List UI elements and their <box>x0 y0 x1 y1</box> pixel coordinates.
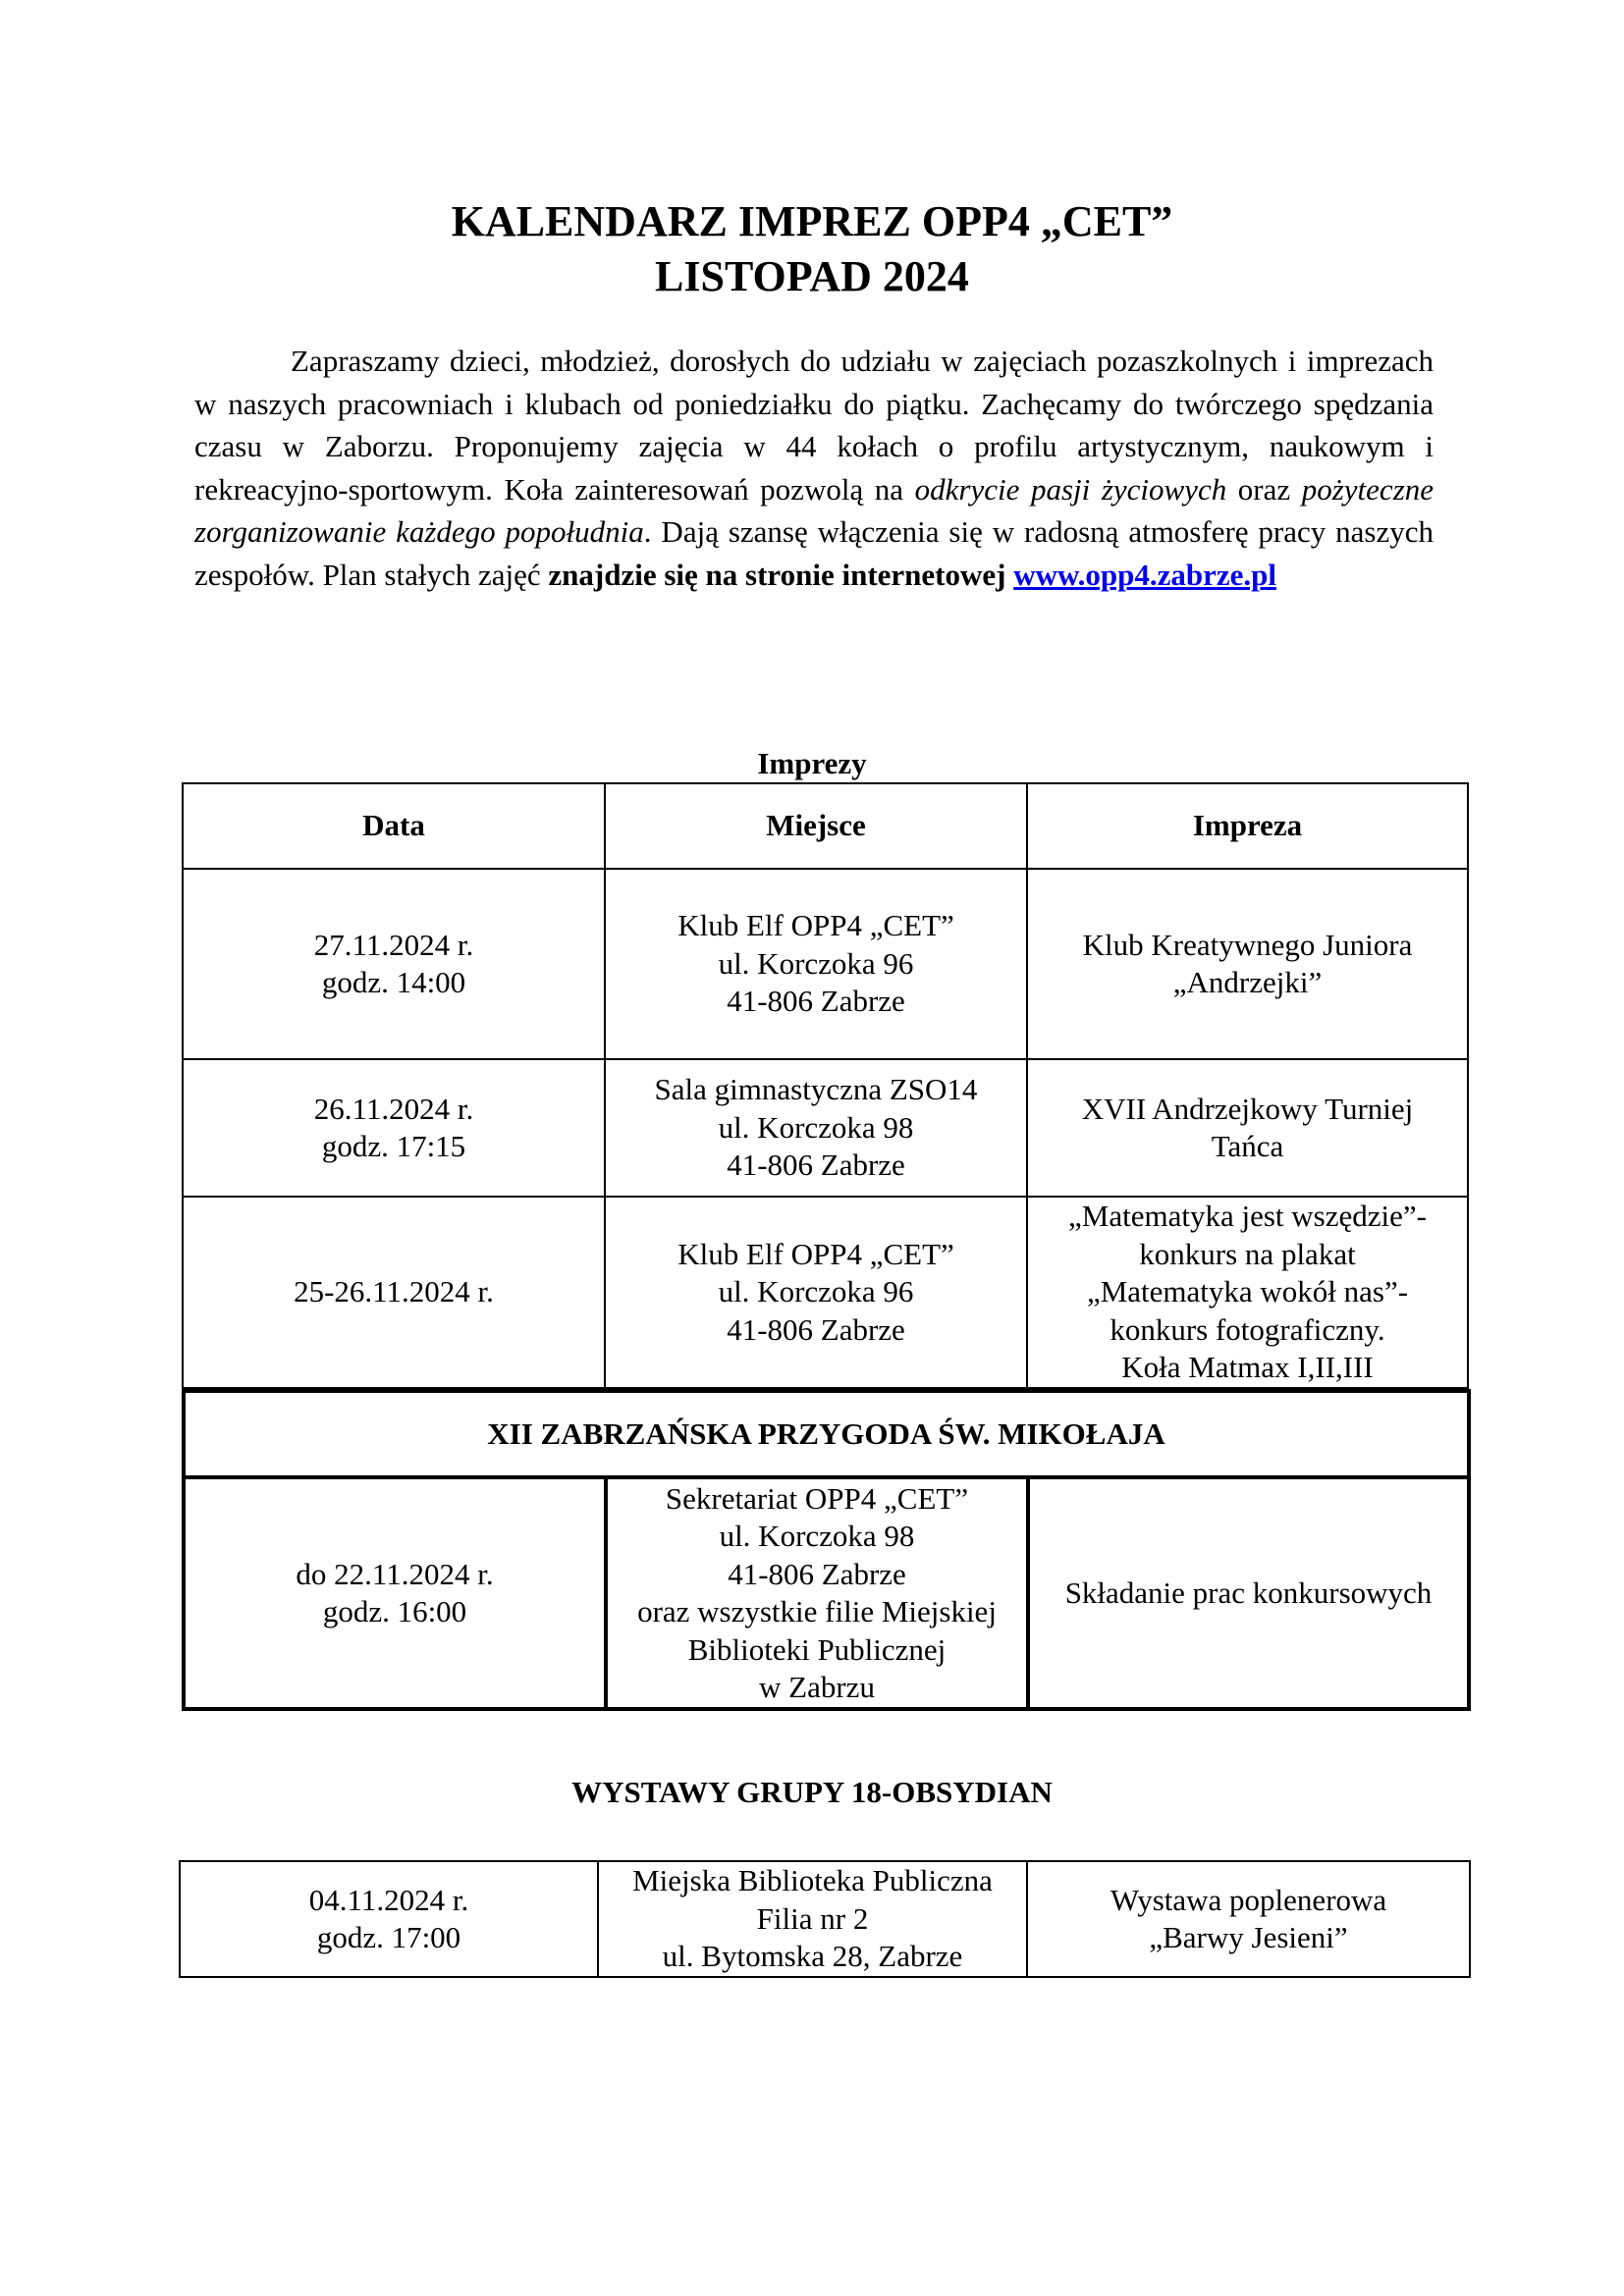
place-line: Sekretariat OPP4 „CET” <box>665 1480 969 1516</box>
event-name-cell <box>1027 1861 1470 1977</box>
event-line: konkurs fotograficzny. <box>1110 1311 1385 1347</box>
mikolaj-banner-row <box>184 1391 1469 1477</box>
place-line: oraz wszystkie filie Miejskiej <box>637 1594 997 1629</box>
title-line-1: KALENDARZ IMPREZ OPP4 „CET” <box>451 197 1173 245</box>
event-line: Tańca <box>1211 1129 1284 1163</box>
event-place-cell <box>598 1861 1027 1977</box>
place-line: ul. Korczoka 98 <box>719 1519 915 1553</box>
event-line: „Matematyka wokół nas”- <box>1086 1274 1409 1308</box>
intro-paragraph <box>194 340 1434 596</box>
event-name-cell <box>1027 869 1468 1059</box>
intro-text-2: oraz <box>1226 471 1302 507</box>
event-line: Wystawa poplenerowa <box>1110 1882 1387 1917</box>
event-name-cell <box>1028 1477 1469 1709</box>
event-date: 25-26.11.2024 r. <box>294 1274 494 1308</box>
place-line: Filia nr 2 <box>756 1900 869 1936</box>
event-date-cell <box>183 869 605 1059</box>
events-caption: Imprezy <box>757 746 867 780</box>
event-time: godz. 17:15 <box>321 1129 466 1163</box>
event-date: 27.11.2024 r. <box>313 927 474 962</box>
event-line: XVII Andrzejkowy Turniej <box>1081 1091 1414 1126</box>
place-line: Biblioteki Publicznej <box>687 1631 947 1667</box>
event-line: Klub Kreatywnego Juniora <box>1082 927 1413 962</box>
place-line: Klub Elf OPP4 „CET” <box>677 1236 954 1271</box>
event-date: 26.11.2024 r. <box>313 1091 474 1126</box>
event-place-cell <box>605 1059 1027 1197</box>
intro-italic-2: pożyteczne zorganizowanie każdego popołudnia <box>194 471 1435 549</box>
event-line: Koła Matmax I,II,III <box>1121 1350 1374 1384</box>
column-header-place: Miejsce <box>605 783 1027 869</box>
table-row <box>180 1861 1470 1977</box>
table-row <box>183 1197 1468 1388</box>
event-place-cell <box>605 1197 1027 1388</box>
event-name-cell <box>1027 1059 1468 1197</box>
event-time: godz. 14:00 <box>321 965 466 999</box>
place-line: 41-806 Zabrze <box>728 1556 906 1591</box>
intro-bold: znajdzie się na stronie internetowej <box>548 557 1006 592</box>
website-link[interactable]: www.opp4.zabrze.pl <box>1013 557 1277 592</box>
event-line: konkurs na plakat <box>1139 1236 1356 1271</box>
exhibitions-table <box>179 1860 1471 1978</box>
place-line: ul. Korczoka 96 <box>718 1274 914 1308</box>
event-date-cell <box>183 1059 605 1197</box>
document-title <box>0 194 1624 304</box>
event-date: 04.11.2024 r. <box>308 1882 469 1917</box>
event-line: Składanie prac konkursowych <box>1064 1575 1433 1610</box>
mikolaj-table <box>182 1389 1471 1711</box>
intro-text-1: Zapraszamy dzieci, młodzież, dorosłych do udziału w zajęciach pozaszkolnych i imprezach w naszych pracowniach i klubach od poniedziałku do piątku. Zachęcamy do twórczego spędzania czasu w Zaborzu. Proponujemy zajęcia w 44 kołach o profilu artystycznym, naukowym i rekreacyjno-sportowym. Koła zainteresowań pozwolą na <box>194 344 1434 507</box>
event-line: „Andrzejki” <box>1172 965 1323 999</box>
event-date-cell <box>180 1861 598 1977</box>
title-line-2: LISTOPAD 2024 <box>655 252 969 300</box>
event-name-cell <box>1027 1197 1468 1388</box>
exhibitions-caption: WYSTAWY GRUPY 18-OBSYDIAN <box>571 1775 1053 1809</box>
intro-italic-1: odkrycie pasji życiowych <box>914 471 1227 507</box>
place-line: w Zabrzu <box>759 1670 875 1704</box>
event-time: godz. 16:00 <box>322 1594 467 1629</box>
place-line: ul. Korczoka 98 <box>718 1109 914 1145</box>
event-time: godz. 17:00 <box>316 1920 461 1954</box>
place-line: Miejska Biblioteka Publiczna <box>632 1863 993 1898</box>
events-table <box>182 782 1469 1389</box>
intro-text-3: . Dają szansę włączenia się w radosną atmosferę pracy naszych zespołów. Plan stałych zajęć <box>194 514 1434 592</box>
column-header-event: Impreza <box>1027 783 1468 869</box>
table-row <box>184 1477 1469 1709</box>
event-line: „Matematyka jest wszędzie”- <box>1068 1199 1427 1233</box>
event-date-cell <box>184 1477 606 1709</box>
event-place-cell <box>605 869 1027 1059</box>
table-row <box>183 869 1468 1059</box>
event-date: do 22.11.2024 r. <box>296 1556 494 1591</box>
place-line: 41-806 Zabrze <box>727 1148 905 1183</box>
place-line: 41-806 Zabrze <box>727 1311 905 1347</box>
event-date-cell <box>183 1197 605 1388</box>
event-place-cell <box>606 1477 1028 1709</box>
event-line: „Barwy Jesieni” <box>1149 1920 1348 1954</box>
events-header-row <box>183 783 1468 869</box>
mikolaj-banner: XII ZABRZAŃSKA PRZYGODA ŚW. MIKOŁAJA <box>184 1391 1469 1477</box>
table-row <box>183 1059 1468 1197</box>
place-line: 41-806 Zabrze <box>727 984 905 1019</box>
place-line: ul. Korczoka 96 <box>718 945 914 981</box>
place-line: Sala gimnastyczna ZSO14 <box>654 1072 978 1107</box>
column-header-date: Data <box>183 783 605 869</box>
place-line: Klub Elf OPP4 „CET” <box>677 908 954 943</box>
place-line: ul. Bytomska 28, Zabrze <box>662 1939 963 1974</box>
